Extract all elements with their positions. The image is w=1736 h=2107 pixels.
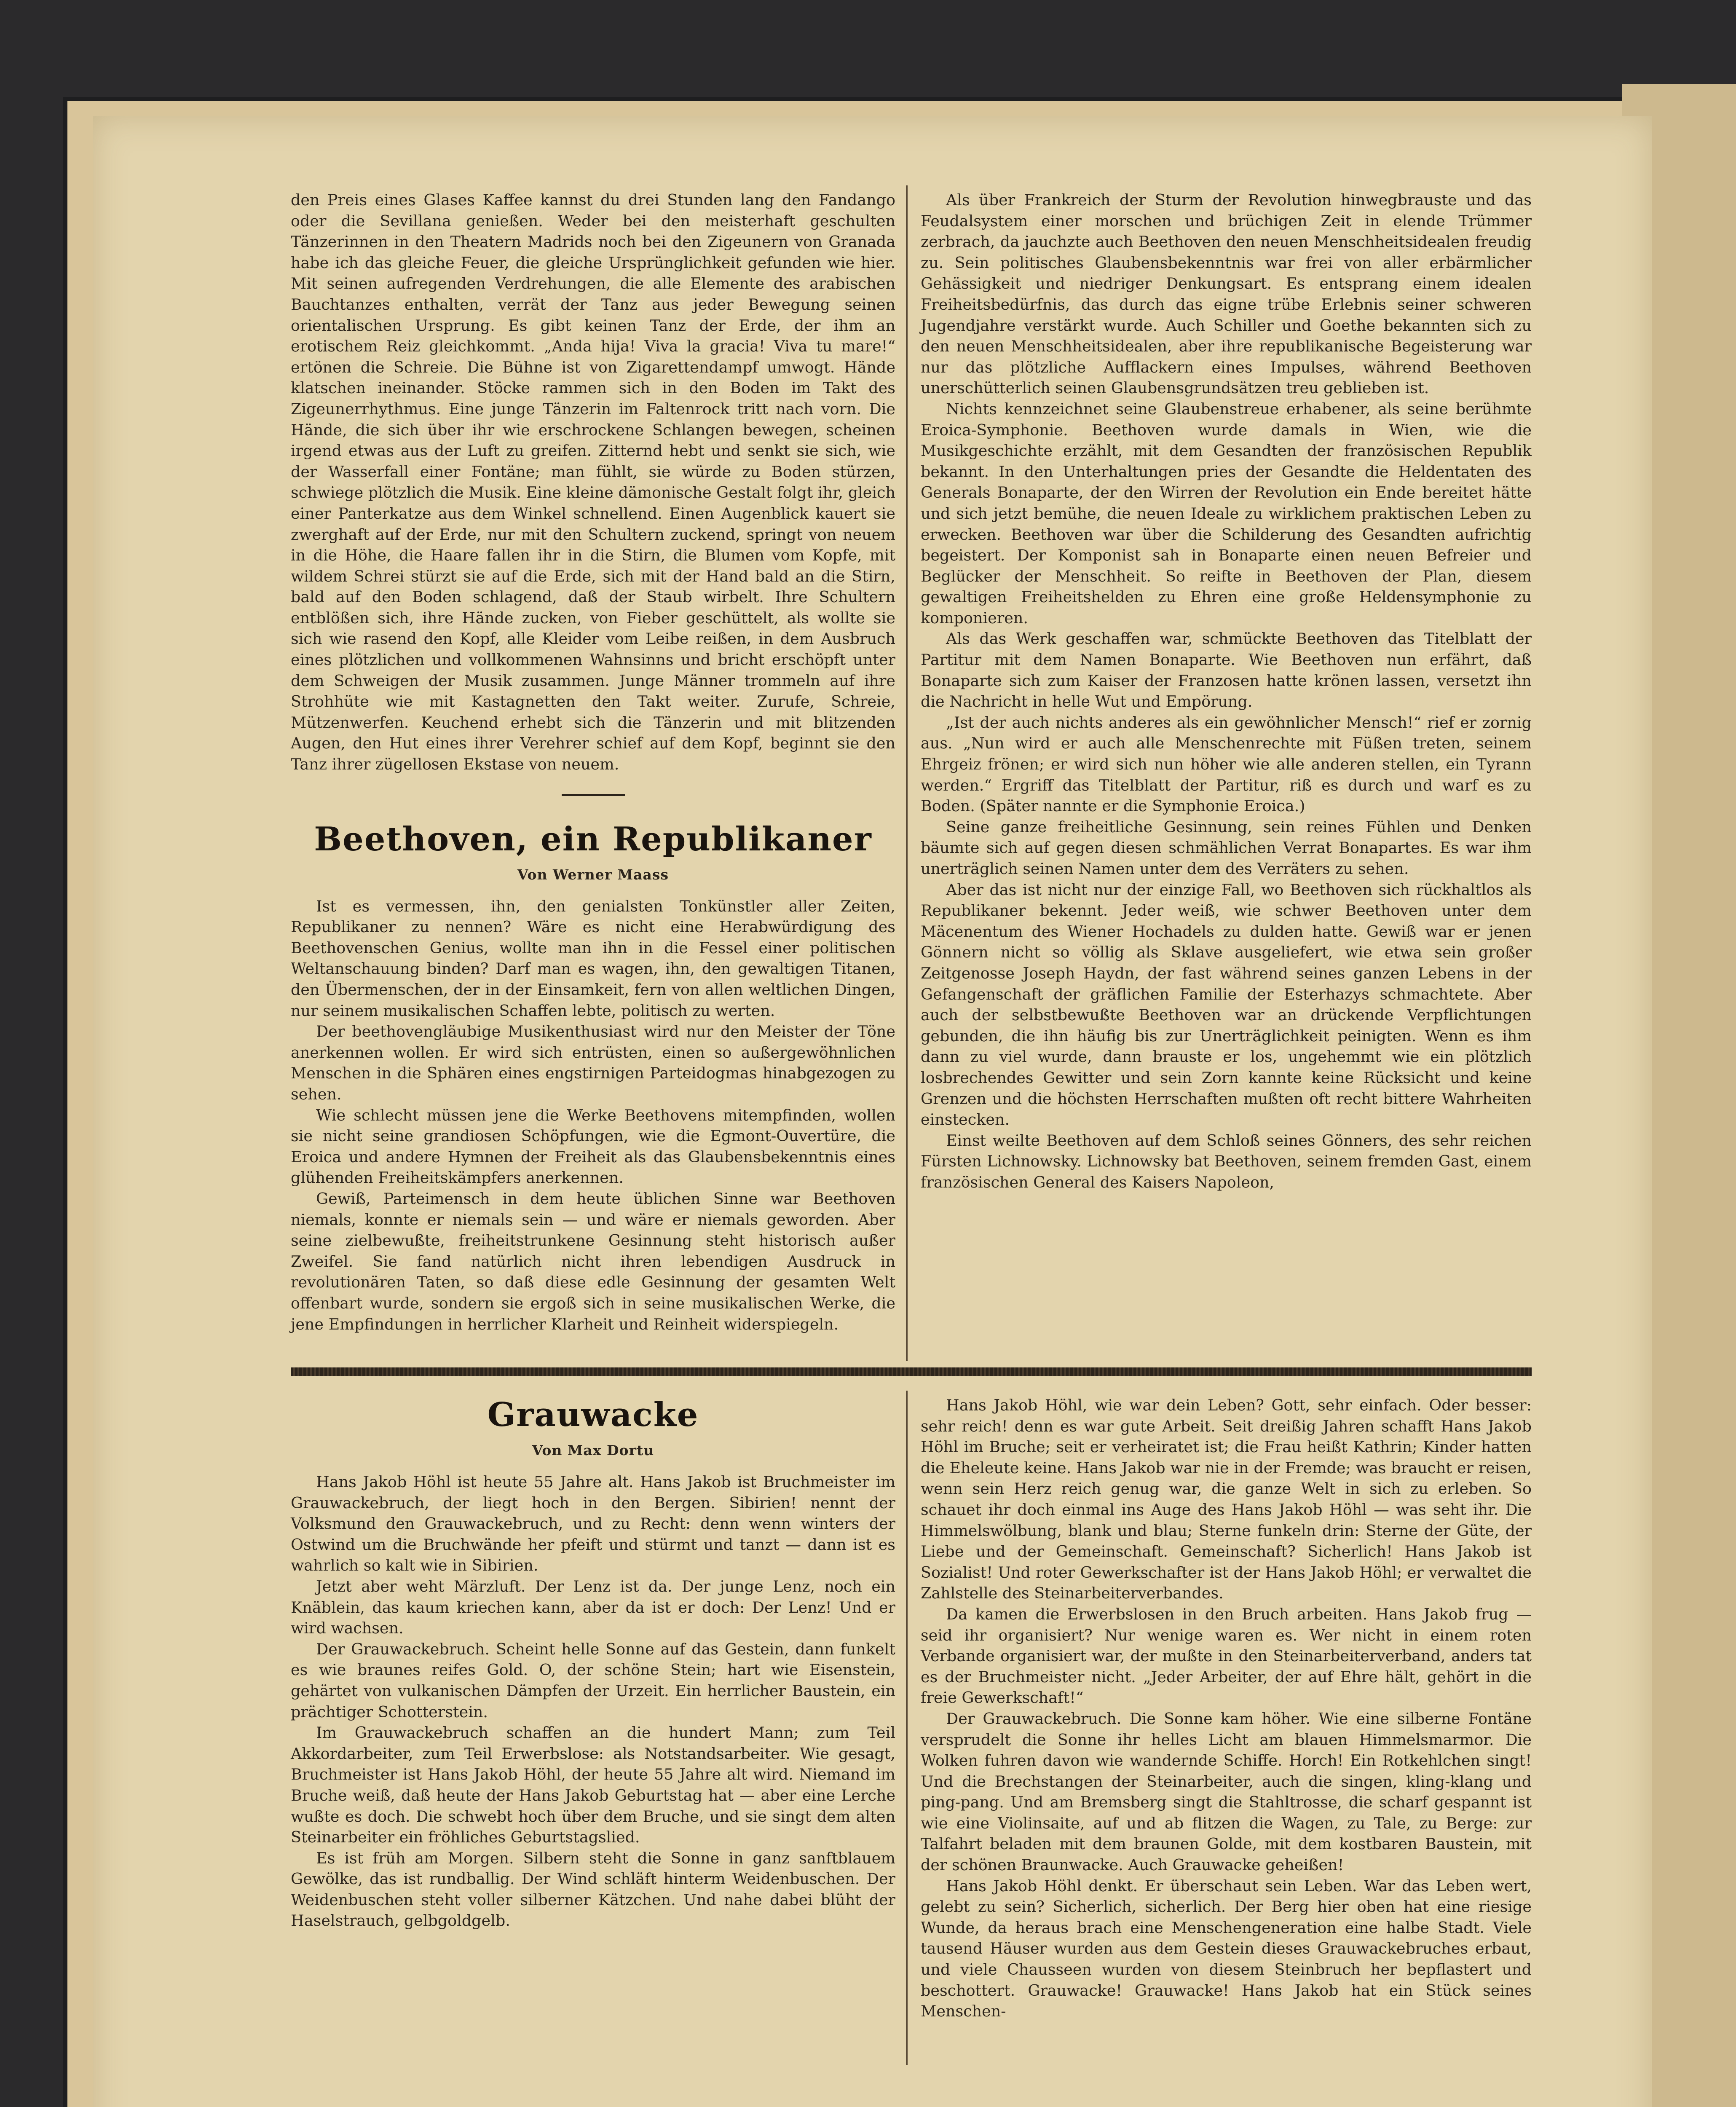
grauwacke-paragraph: Hans Jakob Höhl ist heute 55 Jahre alt. Hans Jakob ist Bruchmeister im Grauwackebruch, der liegt hoch in den Bergen. Sibirien! nennt der Volksmund den Grauwackebruch, und zu Recht: denn wenn winters der Ostwind um die Bruchwände her pfeift und stürmt und tanzt — dann ist es wahrlich so kalt wie in Sibirien.	[291, 1473, 895, 1575]
beethoven-paragraph: Nichts kennzeichnet seine Glaubenstreue erhabener, als seine berühmte Eroica-Symphonie. Beethoven wurde damals in Wien, wie die Musikgeschichte erzählt, mit dem Gesandten der französischen Republik bekannt. In den Unterhaltungen pries der Gesandte die Heldentaten des Generals Bonaparte, der den Wirren der Revolution ein Ende bereitet hätte und sich jetzt bemühe, die neuen Ideale zu wirklichem praktischen Leben zu erwecken. Beethoven war über die Schilderung des Gesandten aufrichtig begeistert. Der Komponist sah in Bonaparte einen neuen Befreier und Beglücker der Menschheit. So reifte in Beethoven der Plan, diesem gewaltigen Freiheitshelden zu Ehren eine große Heldensymphonie zu komponieren.	[921, 399, 1532, 627]
beethoven-paragraph: Einst weilte Beethoven auf dem Schloß seines Gönners, des sehr reichen Fürsten Lichnowsky. Lichnowsky bat Beethoven, seinem fremden Gast, einem französischen General des Kaisers Napoleon,	[921, 1131, 1532, 1191]
beethoven-paragraph: Seine ganze freiheitliche Gesinnung, sein reines Fühlen und Denken bäumte sich auf gegen diesen schmählichen Verrat Bonapartes. Es war ihm unerträglich seinen Namen unter dem des Verräters zu sehen.	[921, 818, 1532, 878]
section-divider	[291, 1367, 1532, 1376]
grauwacke-paragraph: Jetzt aber weht Märzluft. Der Lenz ist da. Der junge Lenz, noch ein Knäblein, das kaum kriechen kann, aber da ist er doch: Der Lenz! Und er wird wachsen.	[291, 1577, 895, 1638]
beethoven-paragraph: Als das Werk geschaffen war, schmückte Beethoven das Titelblatt der Partitur mit dem Namen Bonaparte. Wie Beethoven nun erfährt, daß Bonaparte sich zum Kaiser der Franzosen hatte krönen lassen, versetzt ihn die Nachricht in helle Wut und Empörung.	[921, 630, 1532, 711]
grauwacke-headline: Grauwacke	[487, 1396, 699, 1434]
grauwacke-paragraph: Der Grauwackebruch. Scheint helle Sonne auf das Gestein, dann funkelt es wie braunes reifes Gold. O, der schöne Stein; hart wie Eisenstein, gehärtet von vulkanischen Dämpfen der Urzeit. Ein herrlicher Baustein, ein prächtiger Schotterstein.	[291, 1640, 895, 1721]
beethoven-paragraph: Wie schlecht müssen jene die Werke Beethovens mitempfinden, wollen sie nicht seine grandiosen Schöpfungen, wie die Egmont-Ouvertüre, die Eroica und andere Hymnen der Freiheit als das Glaubensbekenntnis eines glühenden Freiheitskämpfers anerkennen.	[291, 1106, 895, 1187]
grauwacke-paragraph: Da kamen die Erwerbslosen in den Bruch arbeiten. Hans Jakob frug — seid ihr organisiert? Nur wenige waren es. Wer nicht in einem roten Verbande organisiert war, der mußte in den Steinarbeiterverband, anders tat es der Bruchmeister nicht. „Jeder Arbeiter, der auf Ehre hält, gehört in die freie Gewerkschaft!“	[921, 1605, 1532, 1707]
article-separator	[562, 794, 625, 796]
column-lower-left	[291, 1395, 908, 1931]
column-upper-right	[908, 190, 1532, 1193]
grauwacke-paragraph: Es ist früh am Morgen. Silbern steht die Sonne in ganz sanftblauem Gewölke, das ist rundballig. Der Wind schläft hinterm Weidenbuschen. Der Weidenbuschen steht voller silberner Kätzchen. Und nahe dabei blüht der Haselstrauch, gelbgoldgelb.	[291, 1849, 895, 1930]
beethoven-paragraph: Der beethovengläubige Musikenthusiast wird nur den Meister der Töne anerkennen wollen. Er wird sich entrüsten, einen so außergewöhnlichen Menschen in die Sphären eines engstirnigen Parteidogmas hinabgezogen zu sehen.	[291, 1022, 895, 1103]
beethoven-paragraph: Als über Frankreich der Sturm der Revolution hinwegbrauste und das Feudalsystem einer morschen und brüchigen Zeit in elende Trümmer zerbrach, da jauchzte auch Beethoven den neuen Menschheitsidealen freudig zu. Sein politisches Glaubensbekenntnis war frei von aller erbärmlicher Gehässigkeit und niedriger Denkungsart. Es entsprang einem idealen Freiheitsbedürfnis, das durch das eigne trübe Erlebnis seiner schweren Jugendjahre verstärkt wurde. Auch Schiller und Goethe bekannten sich zu den neuen Menschheitsidealen, aber ihre republikanische Begeisterung war nur das plötzliche Aufflackern eines Impulses, während Beethoven unerschütterlich seinen Glaubensgrundsätzen treu geblieben ist.	[921, 191, 1532, 397]
article1-paragraph: den Preis eines Glases Kaffee kannst du drei Stunden lang den Fandango oder die Sevillana genießen. Weder bei den meisterhaft geschulten Tänzerinnen in den Theatern Madrids noch bei den Zigeunern von Granada habe ich das gleiche Feuer, die gleiche Ursprünglichkeit gefunden wie hier. Mit seinen aufregenden Verdrehungen, die alle Elemente des arabischen Bauchtanzes enthalten, verrät der Tanz aus jeder Bewegung seinen orientalischen Ursprung. Es gibt keinen Tanz der Erde, der ihm an erotischem Reiz gleichkommt. „Anda hija! Viva la gracia! Viva tu mare!“ ertönen die Schreie. Die Bühne ist von Zigarettendampf umwogt. Hände klatschen ineinander. Stöcke rammen sich in den Boden im Takt des Zigeunerrhythmus. Eine junge Tänzerin im Faltenrock tritt nach vorn. Die Hände, die sich über ihr wie erschrockene Schlangen bewegen, scheinen irgend etwas aus der Luft zu greifen. Zitternd hebt und senkt sie sich, wie der Wasserfall einer Fontäne; man fühlt, sie würde zu Boden stürzen, schwiege plötzlich die Musik. Eine kleine dämonische Gestalt folgt ihr, gleich einer Panterkatze aus dem Winkel schnellend. Einen Augenblick kauert sie zwerghaft auf der Erde, nur mit den Schultern zuckend, springt von neuem in die Höhe, die Haare fallen ihr in die Stirn, die Blumen vom Kopfe, mit wildem Schrei stürzt sie auf die Erde, sich mit der Hand bald an die Stirn, bald auf den Boden schlagend, daß der Staub wirbelt. Ihre Schultern entblößen sich, ihre Hände zucken, von Fieber geschüttelt, als wollte sie sich wie rasend den Kopf, alle Kleider vom Leibe reißen, in dem Ausbruch eines plötzlichen und vollkommenen Wahnsinns und bricht erschöpft unter dem Schweigen der Musik zusammen. Junge Männer trommeln auf ihre Strohhüte wie mit Kastagnetten den Takt weiter. Zurufe, Schreie, Mützenwerfen. Keuchend erhebt sich die Tänzerin und mit blitzenden Augen, den Hut eines ihrer Verehrer schief auf dem Kopf, beginnt sie den Tanz ihrer zügellosen Ekstase von neuem.	[291, 191, 895, 774]
column-lower-right	[908, 1395, 1532, 2022]
beethoven-paragraph: Gewiß, Parteimensch in dem heute üblichen Sinne war Beethoven niemals, konnte er niemals sein — und wäre er niemals geworden. Aber seine zielbewußte, freiheitstrunkene Gesinnung steht historisch außer Zweifel. Sie fand natürlich nicht ihren lebendigen Ausdruck in revolutionären Taten, so daß diese edle Gesinnung der gesamten Welt offenbart wurde, sondern sie ergoß sich in seine musikalischen Werke, die jene Empfindungen in herrlicher Klarheit und Reinheit widerspiegeln.	[291, 1189, 895, 1333]
grauwacke-paragraph: Hans Jakob Höhl, wie war dein Leben? Gott, sehr einfach. Oder besser: sehr reich! denn es war gute Arbeit. Seit dreißig Jahren schafft Hans Jakob Höhl im Bruche; seit er verheiratet ist; die Frau heißt Kathrin; Kinder hatten die Eheleute keine. Hans Jakob war nie in der Fremde; was braucht er reisen, wenn sein Herz reich genug war, die ganze Welt in sich zu erleben. So schauet ihr doch einmal ins Auge des Hans Jakob Höhl — was seht ihr. Die Himmelswölbung, blank und blau; Sterne funkeln drin: Sterne der Güte, der Liebe und der Gemeinschaft. Gemeinschaft? Sicherlich! Hans Jakob ist Sozialist! Und roter Gewerkschafter ist der Hans Jakob Höhl; er verwaltet die Zahlstelle des Steinarbeiterverbandes.	[921, 1396, 1532, 1603]
beethoven-paragraph: Aber das ist nicht nur der einzige Fall, wo Beethoven sich rückhaltlos als Republikaner bekennt. Jeder weiß, wie schwer Beethoven unter dem Mäcenentum des Wiener Hochadels zu dulden hatte. Gewiß war er jenen Gönnern nicht so völlig als Sklave ausgeliefert, wie etwa sein großer Zeitgenosse Joseph Haydn, der fast während seines ganzen Lebens in der Gefangenschaft der gräflichen Familie der Esterhazys schmachtete. Aber auch der selbstbewußte Beethoven war an drückende Verpflichtungen gebunden, die ihn häufig bis zur Unerträglichkeit peinigten. Wenn es ihm dann zu viel wurde, dann brauste er los, ungehemmt wie ein plötzlich losbrechendes Gewitter und sein Zorn kannte keine Rücksicht und keine Grenzen und die höchsten Herrschaften mußten oft recht bittere Wahrheiten einstecken.	[921, 880, 1532, 1129]
column-upper-left	[291, 190, 908, 1333]
beethoven-byline: Von Werner Maass	[517, 866, 669, 883]
beethoven-headline: Beethoven, ein Republikaner	[314, 820, 872, 858]
grauwacke-byline: Von Max Dortu	[532, 1442, 654, 1458]
grauwacke-paragraph: Hans Jakob Höhl denkt. Er überschaut sein Leben. War das Leben wert, gelebt zu sein? Sicherlich, sicherlich. Der Berg hier oben hat eine riesige Wunde, da heraus brach eine Menschengeneration eine halbe Stadt. Viele tausend Häuser wurden aus dem Gestein dieses Grauwackebruches erbaut, und viele Chausseen wurden von diesem Steinbruch her bepflastert und beschottert. Grauwacke! Grauwacke! Hans Jakob hat ein Stück seines Menschen-	[921, 1876, 1532, 2021]
beethoven-paragraph: „Ist der auch nichts anderes als ein gewöhnlicher Mensch!“ rief er zornig aus. „Nun wird er auch alle Menschenrechte mit Füßen treten, seinem Ehrgeiz frönen; er wird sich nun höher wie alle anderen stellen, ein Tyrann werden.“ Ergriff das Titelblatt der Partitur, riß es durch und warf es zu Boden. (Später nannte er die Symphonie Eroica.)	[921, 713, 1532, 815]
grauwacke-paragraph: Im Grauwackebruch schaffen an die hundert Mann; zum Teil Akkordarbeiter, zum Teil Erwerbslose: als Notstandsarbeiter. Wie gesagt, Bruchmeister ist Hans Jakob Höhl, der heute 55 Jahre alt wird. Niemand im Bruche weiß, daß heute der Hans Jakob Geburtstag hat — aber eine Lerche wußte es doch. Die schwebt hoch über dem Bruche, und sie singt dem alten Steinarbeiter ein fröhliches Geburtstagslied.	[291, 1724, 895, 1847]
grauwacke-paragraph: Der Grauwackebruch. Die Sonne kam höher. Wie eine silberne Fontäne versprudelt die Sonne ihr helles Licht am blauen Himmelsmarmor. Die Wolken fuhren davon wie wandernde Schiffe. Horch! Ein Rotkehlchen singt! Und die Brechstangen der Steinarbeiter, auch die singen, kling-klang und ping-pang. Und am Bremsberg singt die Stahltrosse, die scharf gespannt ist wie eine Violinsaite, auf und ab flitzen die Wagen, zu Tale, zu Berge: zur Talfahrt beladen mit dem braunen Golde, mit dem kostbaren Baustein, mit der schönen Braunwacke. Auch Grauwacke geheißen!	[921, 1709, 1532, 1874]
beethoven-paragraph: Ist es vermessen, ihn, den genialsten Tonkünstler aller Zeiten, Republikaner zu nennen? Wäre es nicht eine Herabwürdigung des Beethovenschen Genius, wollte man ihn in die Fessel einer politischen Weltanschauung binden? Darf man es wagen, ihn, den gewaltigen Titanen, den Übermenschen, der in der Einsamkeit, fern von allen weltlichen Dingen, nur seinem musikalischen Schaffen lebte, politisch zu werten.	[291, 897, 895, 1020]
